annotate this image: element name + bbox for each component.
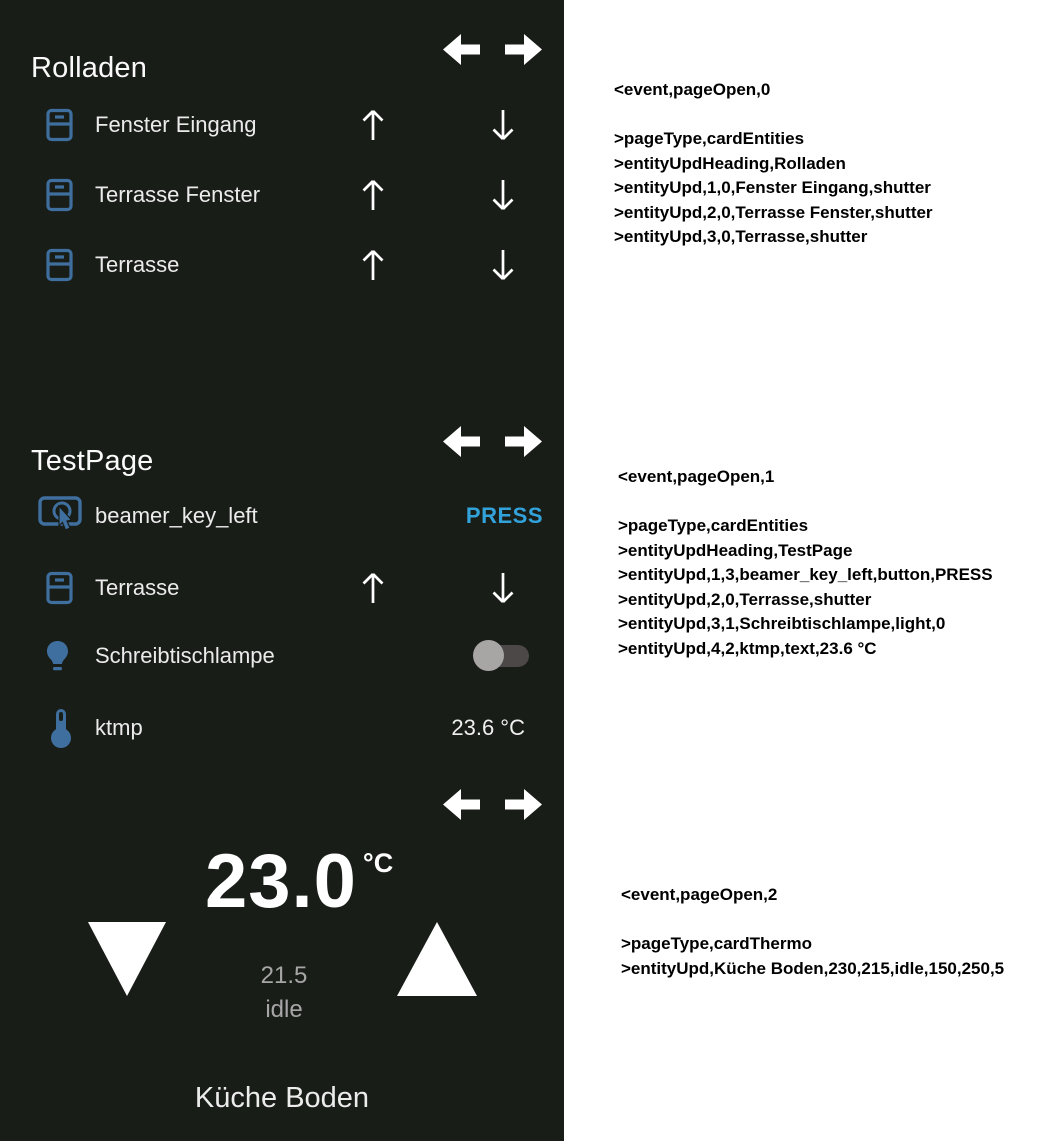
protocol-line: >entityUpd,3,0,Terrasse,shutter	[614, 227, 868, 246]
arrow-right-icon	[505, 788, 543, 821]
arrow-left-icon	[442, 788, 480, 821]
protocol-line: >entityUpd,1,0,Fenster Eingang,shutter	[614, 178, 931, 197]
protocol-line	[618, 490, 993, 515]
temperature-unit: °C	[362, 848, 394, 878]
protocol-line: >entityUpd,2,0,Terrasse,shutter	[618, 589, 872, 609]
hvac-state: idle	[265, 996, 303, 1023]
page-title: Rolladen	[31, 52, 148, 85]
page-title: TestPage	[31, 445, 154, 478]
protocol-line: >entityUpd,3,1,Schreibtischlampe,light,0	[618, 614, 946, 633]
protocol-line: >entityUpd,1,3,beamer_key_left,button,PRESS	[618, 565, 993, 584]
protocol-annotations	[564, 0, 1045, 1141]
protocol-line: >pageType,cardEntities	[618, 516, 809, 535]
thermostat-name: Küche Boden	[194, 1082, 370, 1114]
page-navigation	[442, 788, 543, 821]
entity-label: Terrasse	[95, 252, 180, 277]
protocol-line: >entityUpd,2,0,Terrasse Fenster,shutter	[614, 202, 933, 222]
press-button[interactable]: PRESS	[465, 503, 543, 528]
protocol-line: >entityUpdHeading,TestPage	[618, 540, 853, 560]
entity-label: Schreibtischlampe	[95, 643, 275, 668]
protocol-block-page0	[614, 78, 933, 250]
temp-decrease-button[interactable]	[88, 922, 166, 996]
entity-label: Fenster Eingang	[95, 112, 257, 137]
current-temperature	[205, 839, 394, 924]
protocol-line: >entityUpd,Küche Boden,230,215,idle,150,250,5	[621, 958, 1005, 978]
sensor-value: 23.6 °C	[451, 715, 525, 740]
protocol-line: <event,pageOpen,0	[614, 80, 771, 99]
protocol-line: >pageType,cardThermo	[621, 934, 812, 953]
current-temperature-value: 23.0	[205, 839, 357, 924]
protocol-block-page1	[618, 465, 993, 661]
protocol-line: >entityUpd,4,2,ktmp,text,23.6 °C	[618, 638, 877, 658]
entity-label: beamer_key_left	[95, 503, 258, 528]
nav-prev-button[interactable]	[442, 788, 480, 821]
protocol-line: <event,pageOpen,2	[621, 885, 778, 904]
target-temperature: 21.5	[260, 962, 308, 989]
protocol-line: >entityUpdHeading,Rolladen	[614, 153, 846, 173]
entity-label: Terrasse	[95, 575, 180, 600]
protocol-line	[621, 908, 1004, 933]
entity-label: ktmp	[95, 715, 143, 740]
protocol-line: >pageType,cardEntities	[614, 129, 805, 148]
protocol-line	[614, 103, 933, 128]
protocol-block-page2	[621, 883, 1004, 981]
protocol-line: <event,pageOpen,1	[618, 467, 775, 486]
entity-label: Terrasse Fenster	[95, 182, 261, 207]
nav-next-button[interactable]	[505, 788, 543, 821]
temp-increase-button[interactable]	[397, 922, 477, 996]
